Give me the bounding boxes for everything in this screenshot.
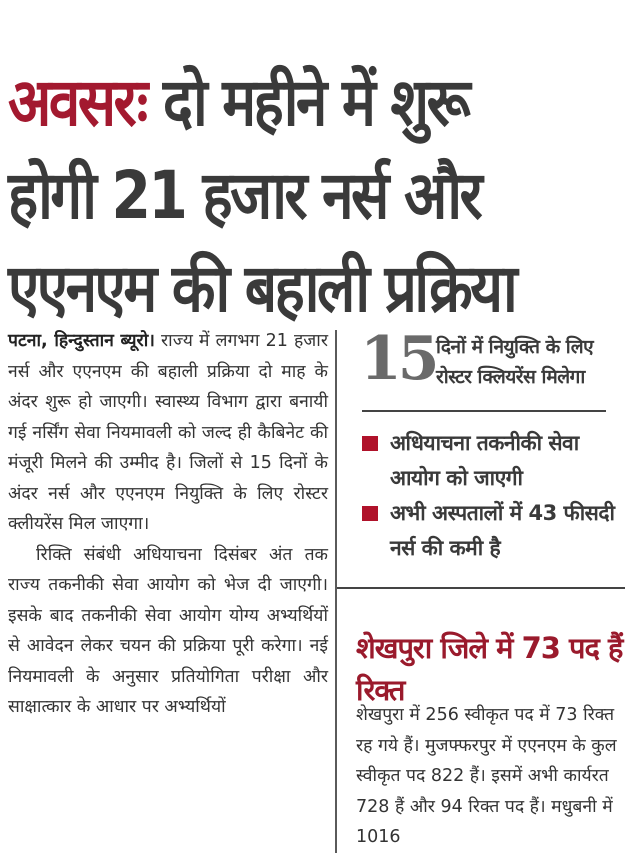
bullet-text: अधियाचना तकनीकी सेवा आयोग को जाएगी — [390, 431, 579, 490]
sidebar-body — [356, 700, 632, 853]
article-paragraph-1-text: राज्य में लगभग 21 हजार नर्स और एएनएम की बहाली प्रक्रिया दो माह के अंदर शुरू हो जाएगी। स्वास्थ्य विभाग द्वारा बनायी गई नर्सिंग सेवा नियमावली को जल्द ही कैबिनेट की मंजूरी मिलने की उम्मीद है। जिलों से 15 दिनों के अंदर नर्स और एएनएम नियुक्ति के लिए रोस्टर क्लीयरेंस मिल जाएगा। — [8, 331, 328, 534]
bullet-item — [362, 496, 627, 566]
factbox-rule — [362, 410, 606, 412]
article-paragraph-2: रिक्ति संबंधी अधियाचना दिसंबर अंत तक राज्य तकनीकी सेवा आयोग को भेज दी जाएगी। इसके बाद तकनीकी सेवा आयोग योग्य अभ्यर्थियों से आवेदन लेकर चयन की प्रक्रिया पूरी करेगा। नई नियमावली के अनुसार प्रतियोगिता परीक्षा और साक्षात्कार के आधार पर अभ्यर्थियों — [8, 544, 328, 717]
bullet-text: अभी अस्पतालों में 43 फीसदी नर्स की कमी है — [390, 501, 615, 560]
factbox-caption-line-2: रोस्टर क्लियरेंस मिलेगा — [436, 366, 585, 388]
factbox-bullets — [362, 426, 627, 566]
headline-kicker: अवसरः — [8, 64, 146, 142]
headline-line-1 — [8, 56, 550, 149]
headline-line-2: होगी 21 हजार नर्स और — [8, 157, 481, 235]
sidebar-heading: शेखपुरा जिले में 73 पद हैं रिक्त — [356, 631, 623, 708]
sidebar-paragraph: शेखपुरा में 256 स्वीकृत पद में 73 रिक्त रह गये हैं। मुजफ्फरपुर में एएनएम के कुल स्वीकृत पद 822 हैं। इसमें अभी कार्यरत 728 हैं और 94 रिक्त पद हैं। मधुबनी में 1016 — [356, 705, 617, 847]
column-divider — [335, 330, 337, 853]
article-body — [8, 326, 328, 723]
dateline: पटना, हिन्दुस्तान ब्यूरो। — [8, 331, 155, 351]
red-square-bullet-icon — [362, 506, 378, 521]
factbox-big-number: 15 — [360, 324, 436, 394]
article-paragraph-1 — [8, 326, 328, 540]
headline — [8, 56, 550, 335]
factbox-caption-line-1: दिनों में नियुक्ति के लिए — [436, 336, 594, 358]
red-square-bullet-icon — [362, 436, 378, 451]
bullet-item — [362, 426, 627, 496]
sidebar-rule — [337, 587, 625, 589]
factbox-caption — [436, 332, 593, 392]
headline-line-1-text: दो महीने में शुरू — [145, 64, 469, 142]
headline-line-3: एएनएम की बहाली प्रक्रिया — [8, 250, 516, 328]
